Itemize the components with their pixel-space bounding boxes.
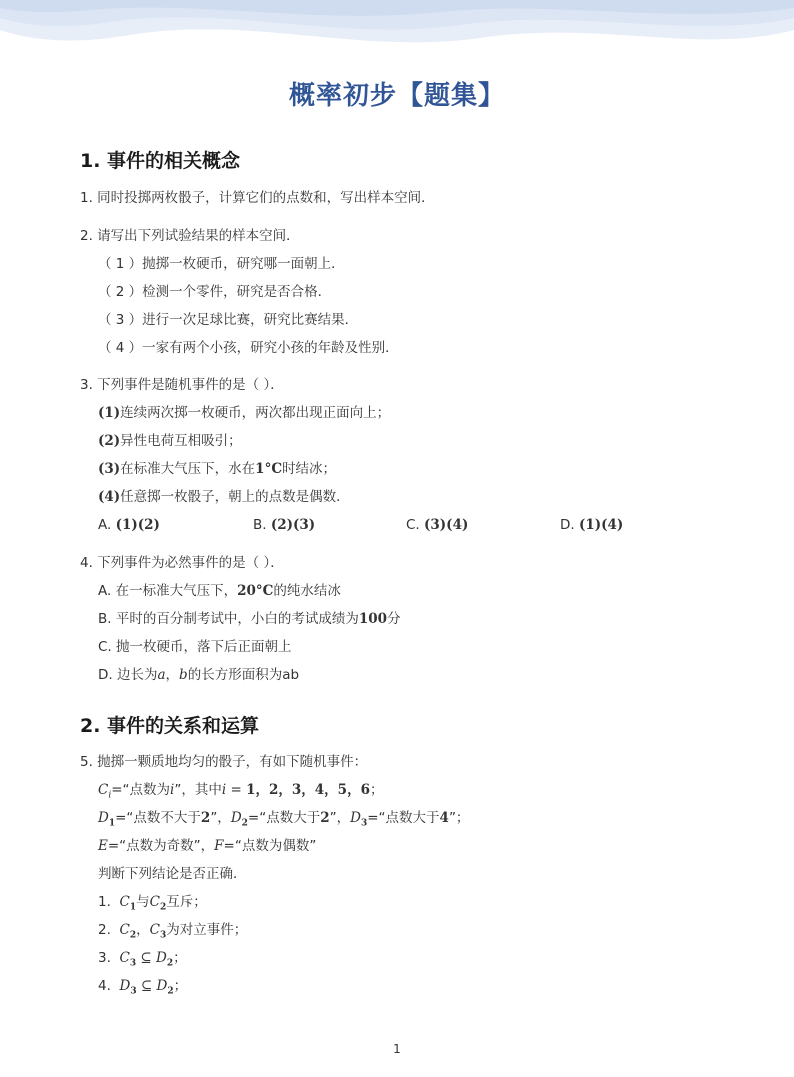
question-3-item: (3)在标准大气压下，水在1°C时结冰； bbox=[98, 461, 337, 477]
conclusion-item: 4. $D_3$ ⊆ $D_2$； bbox=[98, 978, 188, 997]
event-definition-ef: E=“点数为奇数”，F=“点数为偶数” bbox=[98, 838, 317, 854]
question-1: 1. 同时投掷两枚骰子，计算它们的点数和，写出样本空间． bbox=[80, 190, 435, 206]
option-b: B. (2)(3) bbox=[253, 517, 316, 533]
event-definition-c: $C_i=“$点数为i”，其中i = 1，2，3，4，5，6； bbox=[98, 782, 384, 801]
section-heading-2: 2. 事件的关系和运算 bbox=[80, 715, 260, 737]
page-title: 概率初步【题集】 bbox=[288, 81, 505, 111]
header-wave-decoration bbox=[0, 0, 794, 60]
option-a: A. 在一标准大气压下，20°C的纯水结冰 bbox=[98, 583, 341, 599]
question-3-item: (1)连续两次掷一枚硬币，两次都出现正面向上； bbox=[98, 405, 391, 421]
judge-instruction: 判断下列结论是否正确． bbox=[98, 866, 247, 882]
question-3-stem: 3. 下列事件是随机事件的是（ ）． bbox=[80, 377, 284, 393]
conclusion-item: 3. $C_3$ ⊆ $D_2$； bbox=[98, 950, 187, 969]
event-definition-d: $D_1=“$点数不大于2”，$D_2=“$点数大于2”，$D_3=“$点数大于4”； bbox=[98, 810, 470, 829]
option-d: D. (1)(4) bbox=[560, 517, 624, 533]
question-2-item: （ 3 ）进行一次足球比赛，研究比赛结果． bbox=[98, 312, 359, 328]
page-number: 1 bbox=[393, 1042, 401, 1056]
question-2-stem: 2. 请写出下列试验结果的样本空间． bbox=[80, 228, 300, 244]
conclusion-item: 1. $C_1$与$C_2$互斥； bbox=[98, 894, 207, 913]
option-d: D. 边长为a，b的长方形面积为ab bbox=[98, 667, 300, 683]
question-3-item: (2)异性电荷互相吸引； bbox=[98, 433, 242, 449]
question-2-item: （ 4 ）一家有两个小孩，研究小孩的年龄及性别． bbox=[98, 340, 399, 356]
conclusion-item: 2. $C_2$，$C_3$为对立事件； bbox=[98, 922, 248, 941]
section-heading-1: 1. 事件的相关概念 bbox=[80, 150, 241, 172]
question-4-stem: 4. 下列事件为必然事件的是（ ）． bbox=[80, 555, 284, 571]
option-c: C. (3)(4) bbox=[406, 517, 469, 533]
question-5-stem: 5. 抛掷一颗质地均匀的骰子，有如下随机事件： bbox=[80, 754, 368, 770]
question-2-item: （ 2 ）检测一个零件，研究是否合格． bbox=[98, 284, 332, 300]
option-b: B. 平时的百分制考试中，小白的考试成绩为100分 bbox=[98, 611, 401, 627]
question-3-item: (4)任意掷一枚骰子，朝上的点数是偶数． bbox=[98, 489, 350, 505]
question-2-item: （ 1 ）抛掷一枚硬币，研究哪一面朝上． bbox=[98, 256, 345, 272]
option-a: A. (1)(2) bbox=[98, 517, 160, 533]
option-c: C. 抛一枚硬币，落下后正面朝上 bbox=[98, 639, 292, 655]
